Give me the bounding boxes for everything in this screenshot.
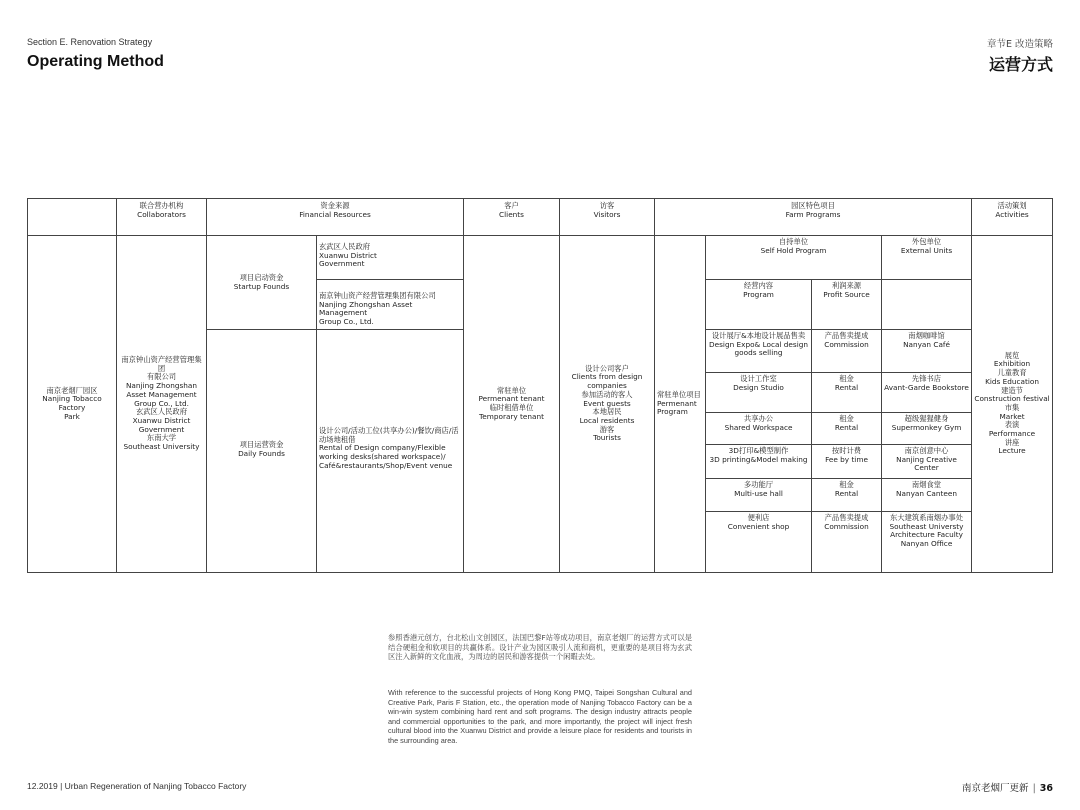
program-cell: 便利店 Convenient shop xyxy=(706,511,812,572)
header-activities: 活动策划 Activities xyxy=(972,199,1053,236)
external-cell: 超级猩猩健身 Supermonkey Gym xyxy=(882,412,972,444)
body-text-en: With reference to the successful projects of Hong Kong PMQ, Taipei Songshan Cultural and Creative Park, Paris F Station, etc., the operation mode of Nanjing Tobacco Factory can be a win-win system combining hard rent and soft programs. The design industry attracts people and commercial opportunities to the park, and more importantly, the project will inject fresh cultural blood into the Xuanwu District and provide a leisure place for residents and tourists in the surrounding area. xyxy=(388,688,692,745)
startup-funds-cell: 项目启动资金 Startup Founds xyxy=(207,236,317,330)
park-cell: 南京老烟厂园区 Nanjing Tobacco Factory Park xyxy=(28,236,117,573)
program-header-cell: 经营内容 Program xyxy=(706,280,812,330)
page-number: 36 xyxy=(1039,783,1053,794)
profit-cell: 租金 Rental xyxy=(812,412,882,444)
fin-zhongshan-cell: 南京钟山资产经营管理集团有限公司 Nanjing Zhongshan Asset Management Group Co., Ltd. xyxy=(317,280,464,330)
self-hold-cell: 自持单位 Self Hold Program xyxy=(706,236,882,280)
program-cell: 3D打印&模型制作 3D printing&Model making xyxy=(706,444,812,478)
external-cell: 南烟食堂 Nanyan Canteen xyxy=(882,478,972,511)
footer-publication: 12.2019 | Urban Regeneration of Nanjing Tobacco Factory xyxy=(27,781,247,791)
footer-page-info xyxy=(962,780,1053,794)
fin-rental-cell: 设计公司/活动工位(共享办公)/餐饮/商店/活 动场地租借 Rental of Design company/Flexible working desks(shared workspace)/ Café&restaurants/Shop/Event venue xyxy=(317,329,464,572)
program-cell: 设计展厅&本地设计展品售卖 Design Expo& Local design goods selling xyxy=(706,329,812,372)
collaborators-cell: 南京钟山资产经营管理集团 有限公司 Nanjing Zhongshan Asset Management Group Co., Ltd. 玄武区人民政府 Xuanwu District Government 东南大学 Southeast University xyxy=(117,236,207,573)
section-label-en: Section E. Renovation Strategy xyxy=(27,37,153,47)
daily-funds-cell: 项目运营资金 Daily Founds xyxy=(207,329,317,572)
program-cell: 设计工作室 Design Studio xyxy=(706,372,812,412)
profit-cell: 租金 Rental xyxy=(812,478,882,511)
profit-header-cell: 利润来源 Profit Source xyxy=(812,280,882,330)
external-empty-cell xyxy=(882,280,972,330)
footer-title-cn: 南京老烟厂更新 xyxy=(962,783,1029,794)
external-cell: 南烟咖啡馆 Nanyan Café xyxy=(882,329,972,372)
footer-separator: | xyxy=(1032,783,1036,794)
profit-cell: 产品售卖提成 Commission xyxy=(812,511,882,572)
header-farm-programs: 园区特色项目 Farm Programs xyxy=(655,199,972,236)
header-visitors: 访客 Visitors xyxy=(560,199,655,236)
page-title-en: Operating Method xyxy=(27,53,164,70)
activities-cell: 展览 Exhibition 儿童教育 Kids Education 建造节 Construction festival 市集 Market 表演 Performance 讲座 Lecture xyxy=(972,236,1053,573)
profit-cell: 产品售卖提成 Commission xyxy=(812,329,882,372)
header-financial-resources: 资金来源 Financial Resources xyxy=(207,199,464,236)
page-title-cn: 运营方式 xyxy=(988,55,1053,74)
operating-method-table xyxy=(27,198,1053,573)
external-cell: 东大建筑系南烟办事处 Southeast Universty Architecture Faculty Nanyan Office xyxy=(882,511,972,572)
permanent-program-cell: 常驻单位项目 Permenant Program xyxy=(655,236,706,573)
header-collaborators: 联合营办机构 Collaborators xyxy=(117,199,207,236)
body-text-cn: 参照香港元创方，台北松山文创园区，法国巴黎F站等成功项目，南京老烟厂的运营方式可以是结合硬租金和软项目的共赢体系。设计产业为园区吸引人流和商机，更重要的是项目将为玄武区注入新鲜的文化血液，为周边的居民和游客提供一个闲暇去处。 xyxy=(388,633,692,662)
external-cell: 先锋书店 Avant-Garde Bookstore xyxy=(882,372,972,412)
external-units-cell: 外包单位 External Units xyxy=(882,236,972,280)
program-cell: 共享办公 Shared Workspace xyxy=(706,412,812,444)
external-cell: 南京创意中心 Nanjing Creative Center xyxy=(882,444,972,478)
fin-xuanwu-cell: 玄武区人民政府 Xuanwu District Government xyxy=(317,236,464,280)
program-cell: 多功能厅 Multi-use hall xyxy=(706,478,812,511)
visitors-cell: 设计公司客户 Clients from design companies 参加活动的客人 Event guests 本地居民 Local residents 游客 Tourists xyxy=(560,236,655,573)
section-label-cn: 章节E 改造策略 xyxy=(986,39,1053,50)
header-empty xyxy=(28,199,117,236)
profit-cell: 按时计费 Fee by time xyxy=(812,444,882,478)
header-clients: 客户 Clients xyxy=(464,199,560,236)
profit-cell: 租金 Rental xyxy=(812,372,882,412)
clients-cell: 常驻单位 Permenant tenant 临时租借单位 Temporary tenant xyxy=(464,236,560,573)
